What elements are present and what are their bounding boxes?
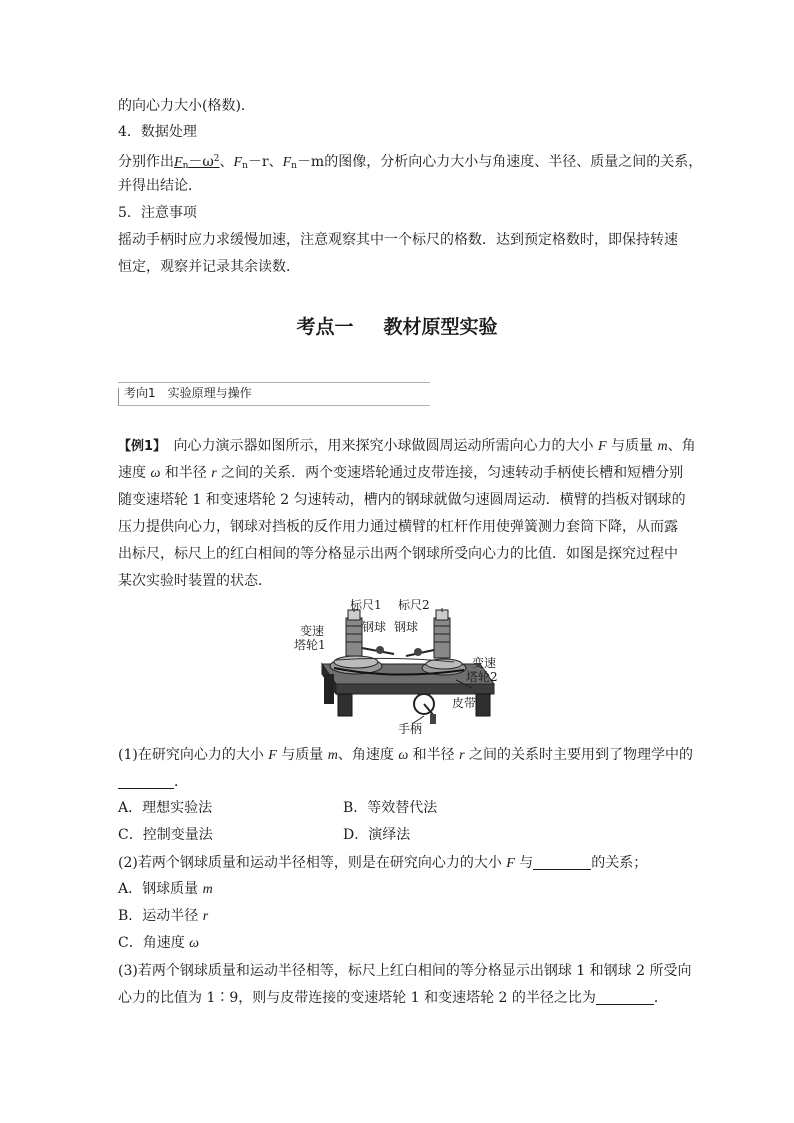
text-span: 与质量 <box>606 438 658 454</box>
text-span: (1)在研究向心力的大小 <box>118 747 269 763</box>
text-span: C．角速度 <box>118 935 190 951</box>
option-2c <box>118 933 199 954</box>
option-1c: C．控制变量法 <box>118 827 213 843</box>
topic-box <box>118 382 430 406</box>
label-ball-2: 钢球 <box>394 620 419 634</box>
subscript-n: n <box>182 161 189 171</box>
text-span: 、角 <box>667 438 696 454</box>
example-line-5: 出标尺，标尺上的红白相间的等分格显示出两个钢球所受向心力的比值．如图是探究过程中 <box>118 546 678 562</box>
label-ruler-1: 标尺1 <box>350 598 382 612</box>
var-m: m <box>202 882 213 897</box>
var-r: r <box>202 909 209 924</box>
text-span: 和半径 <box>160 465 212 481</box>
label-pulley-1-b: 塔轮1 <box>294 638 326 652</box>
math-r: －r <box>247 154 269 170</box>
var-m: m <box>327 748 338 763</box>
var-omega: ω <box>189 936 200 951</box>
text-span: 和半径 <box>408 747 460 763</box>
label-handle: 手柄 <box>398 722 423 736</box>
option-1d: D．演绎法 <box>343 827 411 843</box>
var-omega: ω <box>150 466 161 481</box>
heading-left: 考点一 <box>296 316 354 338</box>
data-processing-line <box>118 149 702 176</box>
section-5-title: 5．注意事项 <box>118 205 197 221</box>
section-heading <box>0 312 794 339</box>
heading-right: 教材原型实验 <box>383 316 498 338</box>
text-span: ． <box>653 990 668 1006</box>
var-omega: ω <box>398 748 409 763</box>
text-span: 与质量 <box>276 747 328 763</box>
text-line: 摇动手柄时应力求缓慢加速，注意观察其中一个标尺的格数．达到预定格数时，即保持转速 <box>118 232 678 248</box>
graph-fn-omega <box>174 154 220 170</box>
question-3-line-2 <box>118 988 668 1008</box>
example-line-3: 随变速塔轮 1 和变速塔轮 2 匀速转动，槽内的钢球就做匀速圆周运动．横臂的挡板对钢球的 <box>118 492 686 508</box>
var-r: r <box>211 466 217 481</box>
subscript-n: n <box>291 161 297 171</box>
var-F: F <box>506 856 515 871</box>
text-span: A．钢球质量 <box>118 881 203 897</box>
example-line-1 <box>118 436 696 457</box>
separator: 、 <box>219 154 234 170</box>
text-span: 的关系； <box>591 855 648 871</box>
text-span: 与 <box>514 855 534 871</box>
example-label: 【例1】 <box>118 439 160 454</box>
label-pulley-2-b: 塔轮2 <box>466 670 498 684</box>
option-2b <box>118 906 208 927</box>
var-F: F <box>598 439 607 454</box>
section-4-title: 4．数据处理 <box>118 124 197 140</box>
text-span: 之间的关系．两个变速塔轮通过皮带连接，匀速转动手柄使长槽和短槽分别 <box>216 465 684 481</box>
var-F: F <box>174 155 183 170</box>
example-line-6: 某次实验时装置的状态． <box>118 573 272 589</box>
question-2 <box>118 853 647 874</box>
label-pulley-2-a: 变速 <box>472 656 497 670</box>
label-ruler-2: 标尺2 <box>398 598 430 612</box>
text-line: 并得出结论． <box>118 178 202 194</box>
answer-blank <box>118 774 174 789</box>
text-line: 的向心力大小(格数)． <box>118 98 255 114</box>
text-span: 、角速度 <box>337 747 399 763</box>
text-span: B．运动半径 <box>118 908 203 924</box>
option-1b: B．等效替代法 <box>343 800 438 816</box>
var-r: r <box>459 748 465 763</box>
text-span: 心力的比值为 1∶9，则与皮带连接的变速塔轮 1 和变速塔轮 2 的半径之比为 <box>118 990 596 1006</box>
answer-blank <box>596 990 654 1005</box>
option-2a <box>118 879 213 900</box>
text-span: 之间的关系时主要用到了物理学中的 <box>464 747 694 763</box>
math-m: －m <box>296 154 325 170</box>
answer-blank <box>533 855 591 870</box>
label-pulley-1-a: 变速 <box>300 624 325 638</box>
text-span: 分别作出 <box>118 154 174 170</box>
text-line: 恒定，观察并记录其余读数． <box>118 259 300 275</box>
topic-label: 考向1 实验原理与操作 <box>124 386 252 400</box>
text-span: ． <box>174 774 188 790</box>
example-line-2 <box>118 463 683 484</box>
apparatus-figure <box>294 598 508 738</box>
question-1-blank-line <box>118 772 188 792</box>
var-F: F <box>233 155 243 170</box>
question-3-line-1: (3)若两个钢球质量和运动半径相等，标尺上红白相间的等分格显示出钢球 1 和钢球 2 所受向 <box>118 963 692 979</box>
var-F: F <box>282 155 292 170</box>
text-span: 速度 <box>118 465 151 481</box>
text-span: 向心力演示器如图所示，用来探究小球做圆周运动所需向心力的大小 <box>173 438 598 454</box>
var-m: m <box>657 439 668 454</box>
superscript-2: 2 <box>213 154 220 164</box>
subscript-n: n <box>242 161 248 171</box>
option-1a: A．理想实验法 <box>118 800 213 816</box>
example-line-4: 压力提供向心力，钢球对挡板的反作用力通过横臂的杠杆作用使弹簧测力套筒下降，从而露 <box>118 519 678 535</box>
var-F: F <box>268 748 277 763</box>
math-omega: －ω <box>188 154 214 170</box>
separator: 、 <box>268 154 283 170</box>
question-1 <box>118 745 693 766</box>
label-belt: 皮带 <box>452 696 477 710</box>
text-span: 的图像，分析向心力大小与角速度、半径、质量之间的关系， <box>324 154 703 170</box>
label-ball-1: 钢球 <box>362 620 387 634</box>
text-span: (2)若两个钢球质量和运动半径相等，则是在研究向心力的大小 <box>118 855 507 871</box>
